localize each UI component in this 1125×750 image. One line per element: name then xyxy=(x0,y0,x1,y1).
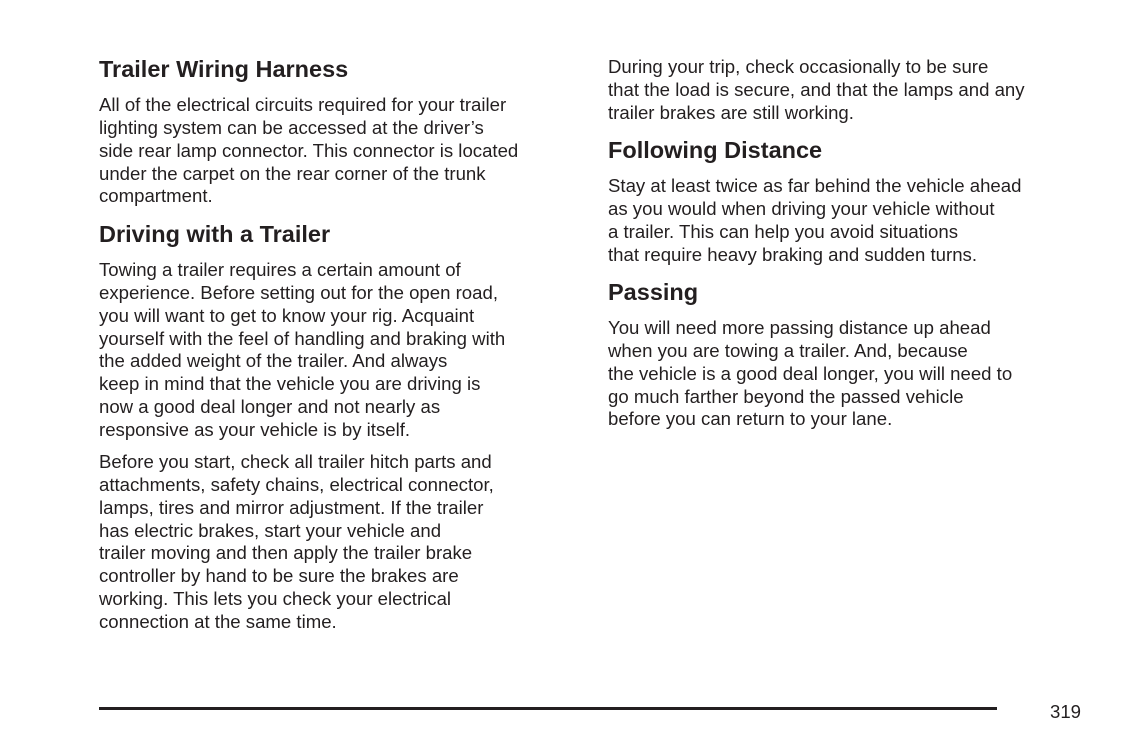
paragraph xyxy=(608,56,1025,125)
paragraph xyxy=(99,259,505,442)
paragraph xyxy=(608,175,1021,266)
footer-rule xyxy=(99,707,997,710)
text-line: trailer moving and then apply the trailer brake xyxy=(99,542,473,564)
heading-passing: Passing xyxy=(608,279,699,305)
text-line: lamps, tires and mirror adjustment. If the trailer xyxy=(99,496,484,518)
text-line: During your trip, check occasionally to be sure xyxy=(608,56,989,77)
text-line: lighting system can be accessed at the driver’s xyxy=(99,116,484,138)
text-line: experience. Before setting out for the open road, xyxy=(99,281,498,303)
text-line: under the carpet on the rear corner of the trunk xyxy=(99,162,486,184)
text-line: controller by hand to be sure the brakes are xyxy=(99,565,459,587)
paragraph xyxy=(99,94,518,208)
text-line: responsive as your vehicle is by itself. xyxy=(99,418,411,440)
text-line: when you are towing a trailer. And, because xyxy=(608,339,968,361)
text-line: You will need more passing distance up ahead xyxy=(608,317,991,338)
text-line: All of the electrical circuits required for your trailer xyxy=(99,94,507,115)
page-number: 319 xyxy=(1050,701,1082,722)
text-line: compartment. xyxy=(99,185,213,207)
text-line: side rear lamp connector. This connector is located xyxy=(99,139,519,161)
text-line: Stay at least twice as far behind the vehicle ahead xyxy=(608,175,1022,196)
text-line: yourself with the feel of handling and braking with xyxy=(99,327,506,349)
text-line: Towing a trailer requires a certain amount of xyxy=(99,259,461,280)
heading-following-distance: Following Distance xyxy=(608,137,823,163)
text-line: the vehicle is a good deal longer, you will need to xyxy=(608,362,1013,384)
text-line: a trailer. This can help you avoid situations xyxy=(608,220,959,242)
text-line: the added weight of the trailer. And always xyxy=(99,350,448,372)
text-line: attachments, safety chains, electrical connector, xyxy=(99,473,494,495)
text-line: before you can return to your lane. xyxy=(608,408,893,430)
text-line: Before you start, check all trailer hitch parts and xyxy=(99,451,492,472)
paragraph xyxy=(608,317,1012,431)
text-line: that require heavy braking and sudden turns. xyxy=(608,243,978,265)
text-line: you will want to get to know your rig. Acquaint xyxy=(99,304,475,326)
text-line: trailer brakes are still working. xyxy=(608,101,854,123)
text-line: as you would when driving your vehicle without xyxy=(608,197,995,219)
heading-trailer-wiring-harness: Trailer Wiring Harness xyxy=(99,56,349,82)
paragraph xyxy=(99,451,494,634)
text-line: now a good deal longer and not nearly as xyxy=(99,396,441,418)
heading-driving-with-a-trailer: Driving with a Trailer xyxy=(99,221,331,247)
text-line: that the load is secure, and that the lamps and any xyxy=(608,78,1025,100)
text-line: go much farther beyond the passed vehicle xyxy=(608,385,964,407)
text-line: has electric brakes, start your vehicle and xyxy=(99,519,442,541)
text-line: working. This lets you check your electrical xyxy=(99,588,452,610)
text-line: keep in mind that the vehicle you are driving is xyxy=(99,373,481,395)
text-line: connection at the same time. xyxy=(99,610,337,632)
